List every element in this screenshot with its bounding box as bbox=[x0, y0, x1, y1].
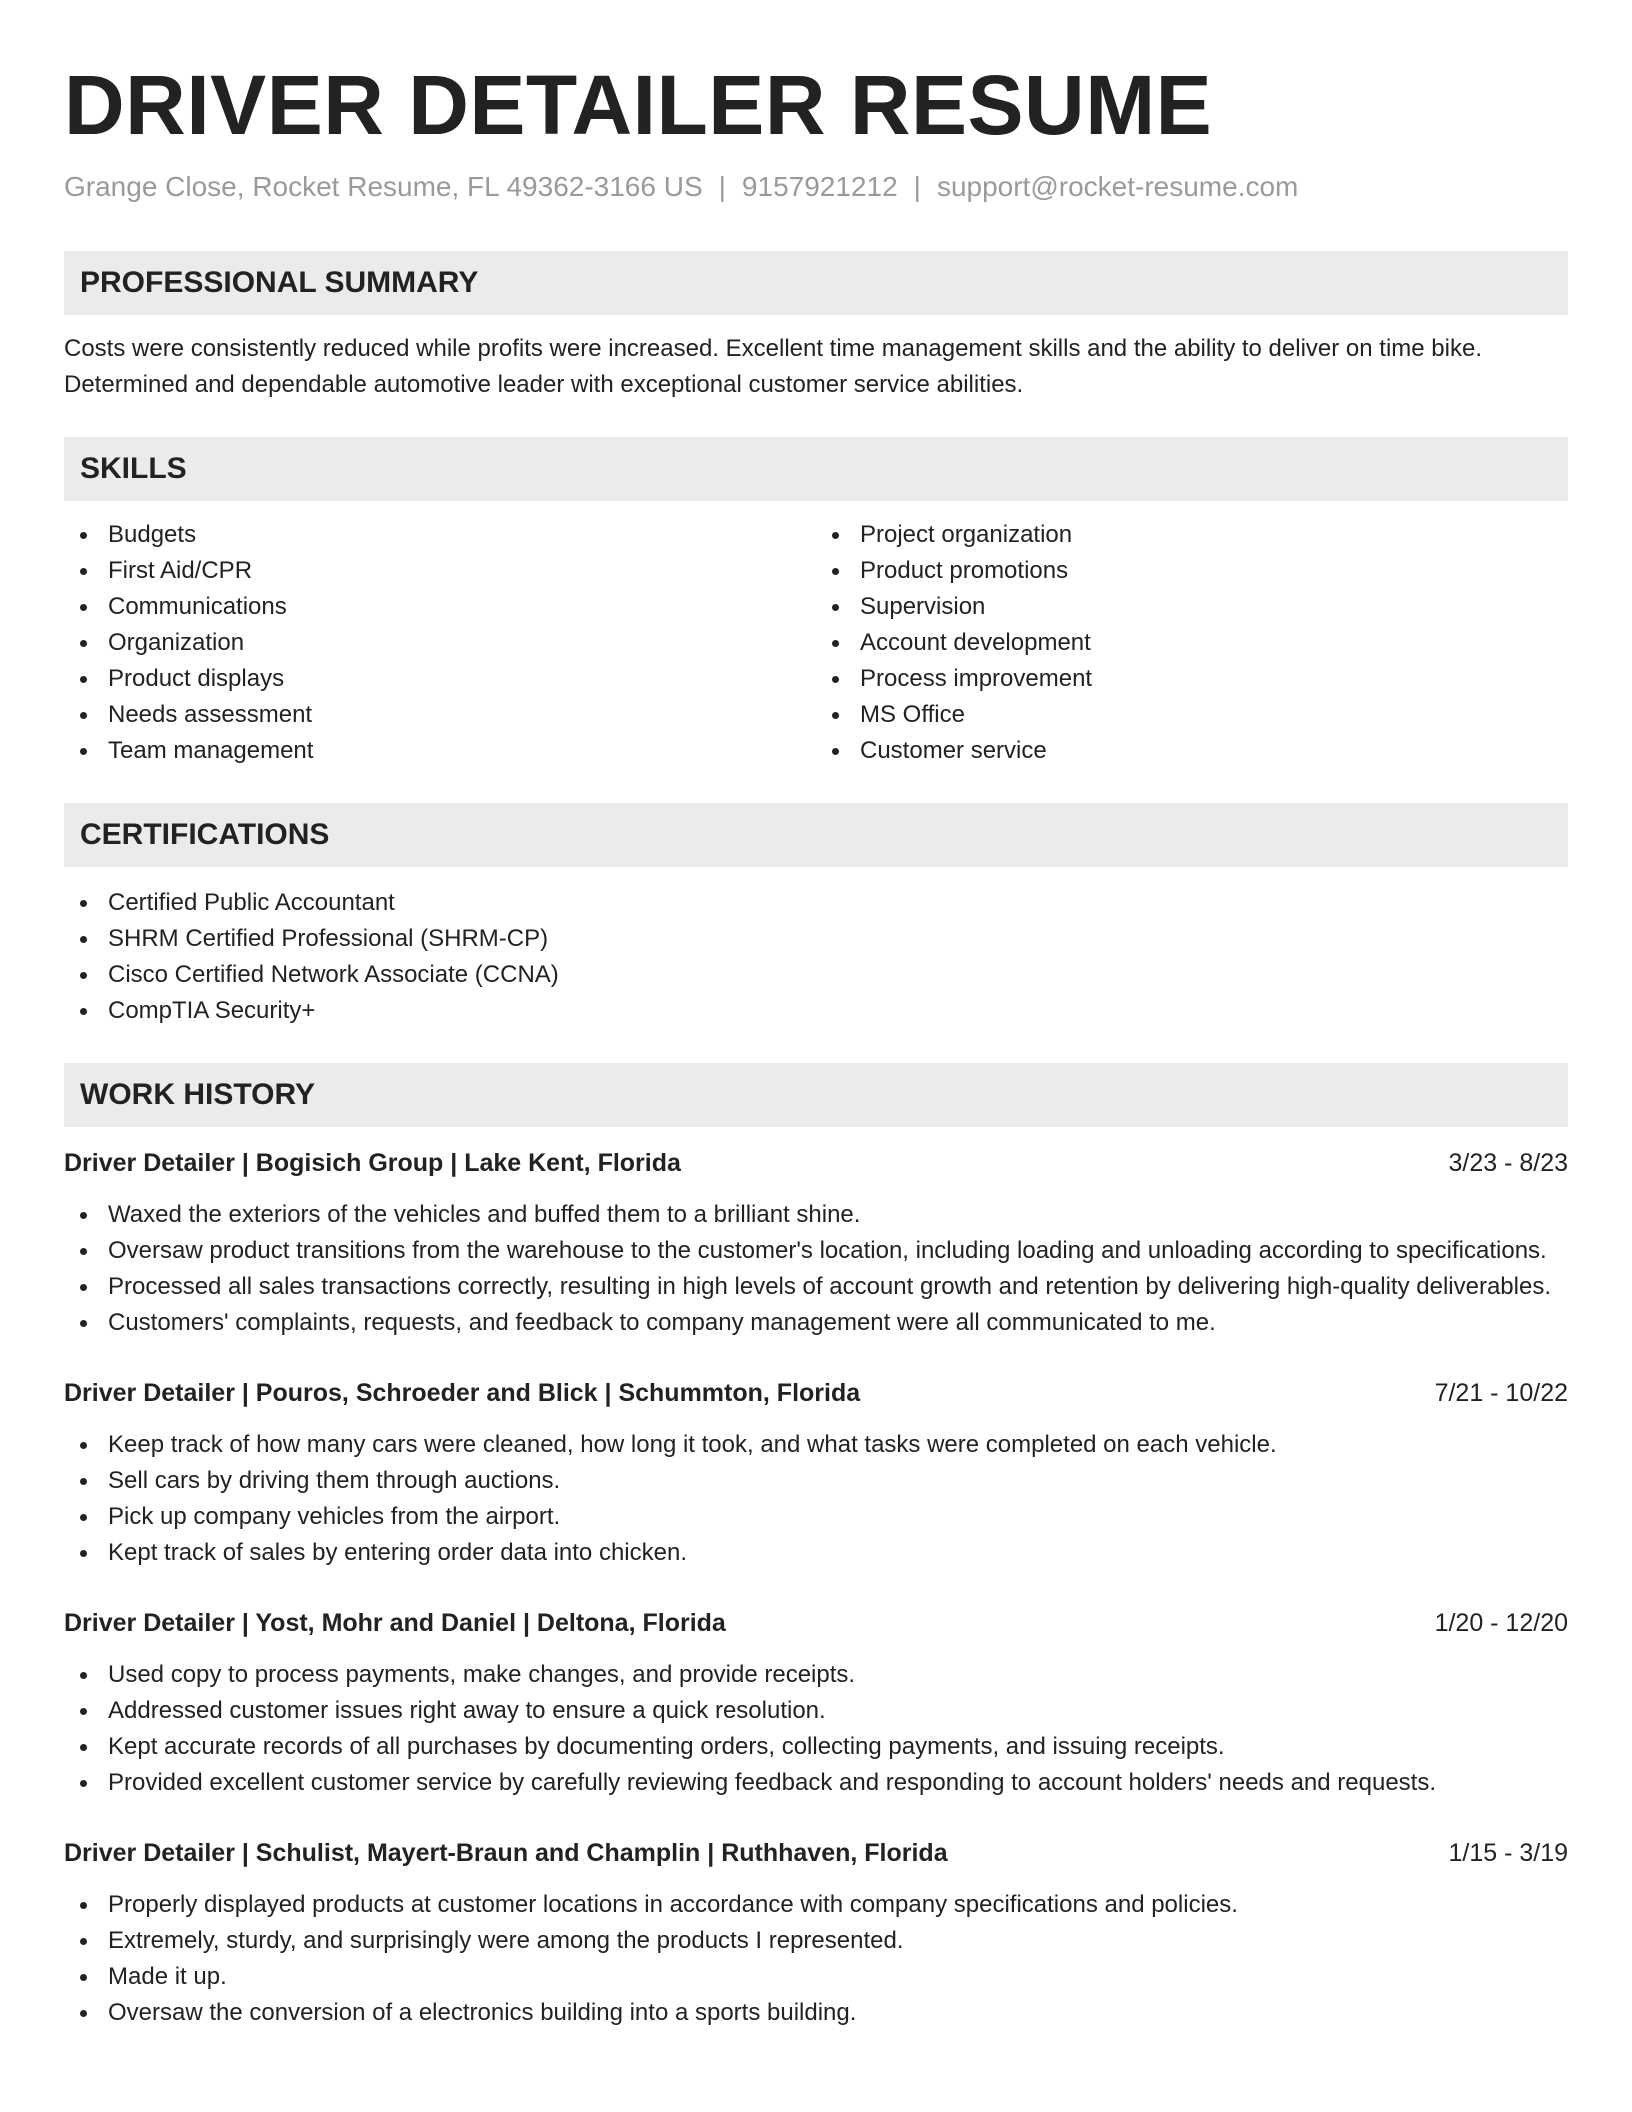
job-bullet: Pick up company vehicles from the airport. bbox=[64, 1499, 1568, 1535]
job-bullet: Kept accurate records of all purchases by documenting orders, collecting payments, and issuing receipts. bbox=[64, 1729, 1568, 1765]
contact-separator: | bbox=[913, 171, 921, 202]
job-entry bbox=[64, 1145, 1568, 1341]
job-dates: 7/21 - 10/22 bbox=[1434, 1379, 1568, 1407]
certification-item: Cisco Certified Network Associate (CCNA) bbox=[64, 957, 1568, 993]
job-bullet: Properly displayed products at customer locations in accordance with company specifications and policies. bbox=[64, 1887, 1568, 1923]
job-title: Driver Detailer | Schulist, Mayert-Braun and Champlin | Ruthhaven, Florida bbox=[64, 1839, 948, 1867]
skills-section bbox=[64, 437, 1568, 769]
job-dates: 1/15 - 3/19 bbox=[1448, 1839, 1568, 1867]
work-history-heading: WORK HISTORY bbox=[64, 1063, 1568, 1127]
contact-separator: | bbox=[718, 171, 726, 202]
job-bullet: Extremely, sturdy, and surprisingly were among the products I represented. bbox=[64, 1923, 1568, 1959]
job-header bbox=[64, 1605, 1568, 1641]
job-bullet: Oversaw the conversion of a electronics building into a sports building. bbox=[64, 1995, 1568, 2031]
job-bullet: Kept track of sales by entering order data into chicken. bbox=[64, 1535, 1568, 1571]
job-title: Driver Detailer | Bogisich Group | Lake Kent, Florida bbox=[64, 1149, 681, 1177]
summary-heading: PROFESSIONAL SUMMARY bbox=[64, 251, 1568, 315]
job-header bbox=[64, 1375, 1568, 1411]
job-bullet: Processed all sales transactions correctly, resulting in high levels of account growth and retention by delivering high-quality deliverables. bbox=[64, 1269, 1568, 1305]
skills-list-right bbox=[816, 517, 1568, 769]
job-dates: 3/23 - 8/23 bbox=[1448, 1149, 1568, 1177]
job-bullets bbox=[64, 1887, 1568, 2031]
job-bullet: Sell cars by driving them through auctions. bbox=[64, 1463, 1568, 1499]
certification-item: Certified Public Accountant bbox=[64, 885, 1568, 921]
skill-item: Budgets bbox=[64, 517, 816, 553]
job-entry bbox=[64, 1835, 1568, 2031]
certifications-heading: CERTIFICATIONS bbox=[64, 803, 1568, 867]
skills-heading: SKILLS bbox=[64, 437, 1568, 501]
skills-columns bbox=[64, 517, 1568, 769]
job-header bbox=[64, 1145, 1568, 1181]
skill-item: Product promotions bbox=[816, 553, 1568, 589]
skill-item: Product displays bbox=[64, 661, 816, 697]
skill-item: First Aid/CPR bbox=[64, 553, 816, 589]
contact-email: support@rocket-resume.com bbox=[936, 171, 1299, 202]
skill-item: MS Office bbox=[816, 697, 1568, 733]
skill-item: Organization bbox=[64, 625, 816, 661]
skill-item: Communications bbox=[64, 589, 816, 625]
skill-item: Team management bbox=[64, 733, 816, 769]
skill-item: Supervision bbox=[816, 589, 1568, 625]
job-entry bbox=[64, 1605, 1568, 1801]
skills-list-left bbox=[64, 517, 816, 769]
skill-item: Account development bbox=[816, 625, 1568, 661]
job-bullet: Provided excellent customer service by carefully reviewing feedback and responding to account holders' needs and requests. bbox=[64, 1765, 1568, 1801]
job-title: Driver Detailer | Pouros, Schroeder and Blick | Schummton, Florida bbox=[64, 1379, 861, 1407]
skill-item: Needs assessment bbox=[64, 697, 816, 733]
job-bullets bbox=[64, 1657, 1568, 1801]
job-bullet: Used copy to process payments, make changes, and provide receipts. bbox=[64, 1657, 1568, 1693]
certification-item: SHRM Certified Professional (SHRM-CP) bbox=[64, 921, 1568, 957]
skills-column-left bbox=[64, 517, 816, 769]
skill-item: Process improvement bbox=[816, 661, 1568, 697]
contact-address: Grange Close, Rocket Resume, FL 49362-3166 US bbox=[64, 171, 703, 202]
job-bullets bbox=[64, 1197, 1568, 1341]
job-bullet: Customers' complaints, requests, and feedback to company management were all communicated to me. bbox=[64, 1305, 1568, 1341]
job-entry bbox=[64, 1375, 1568, 1571]
job-bullet: Made it up. bbox=[64, 1959, 1568, 1995]
skill-item: Project organization bbox=[816, 517, 1568, 553]
job-bullet: Oversaw product transitions from the warehouse to the customer's location, including loading and unloading according to specifications. bbox=[64, 1233, 1568, 1269]
skills-column-right bbox=[816, 517, 1568, 769]
job-dates: 1/20 - 12/20 bbox=[1434, 1609, 1568, 1637]
certification-item: CompTIA Security+ bbox=[64, 993, 1568, 1029]
certifications-section bbox=[64, 803, 1568, 1029]
job-bullet: Keep track of how many cars were cleaned, how long it took, and what tasks were completed on each vehicle. bbox=[64, 1427, 1568, 1463]
summary-text: Costs were consistently reduced while profits were increased. Excellent time management skills and the ability to deliver on time bike. Determined and dependable automotive leader with exceptional customer service abilities. bbox=[64, 335, 1482, 398]
job-header bbox=[64, 1835, 1568, 1871]
contact-phone: 9157921212 bbox=[741, 171, 898, 202]
work-history-section bbox=[64, 1063, 1568, 2031]
contact-line bbox=[64, 169, 1568, 205]
summary-section bbox=[64, 251, 1568, 403]
resume-title: DRIVER DETAILER RESUME bbox=[64, 58, 1213, 152]
job-bullet: Waxed the exteriors of the vehicles and buffed them to a brilliant shine. bbox=[64, 1197, 1568, 1233]
job-title: Driver Detailer | Yost, Mohr and Daniel | Deltona, Florida bbox=[64, 1609, 726, 1637]
skill-item: Customer service bbox=[816, 733, 1568, 769]
certifications-list bbox=[64, 885, 1568, 1029]
job-bullet: Addressed customer issues right away to ensure a quick resolution. bbox=[64, 1693, 1568, 1729]
job-bullets bbox=[64, 1427, 1568, 1571]
